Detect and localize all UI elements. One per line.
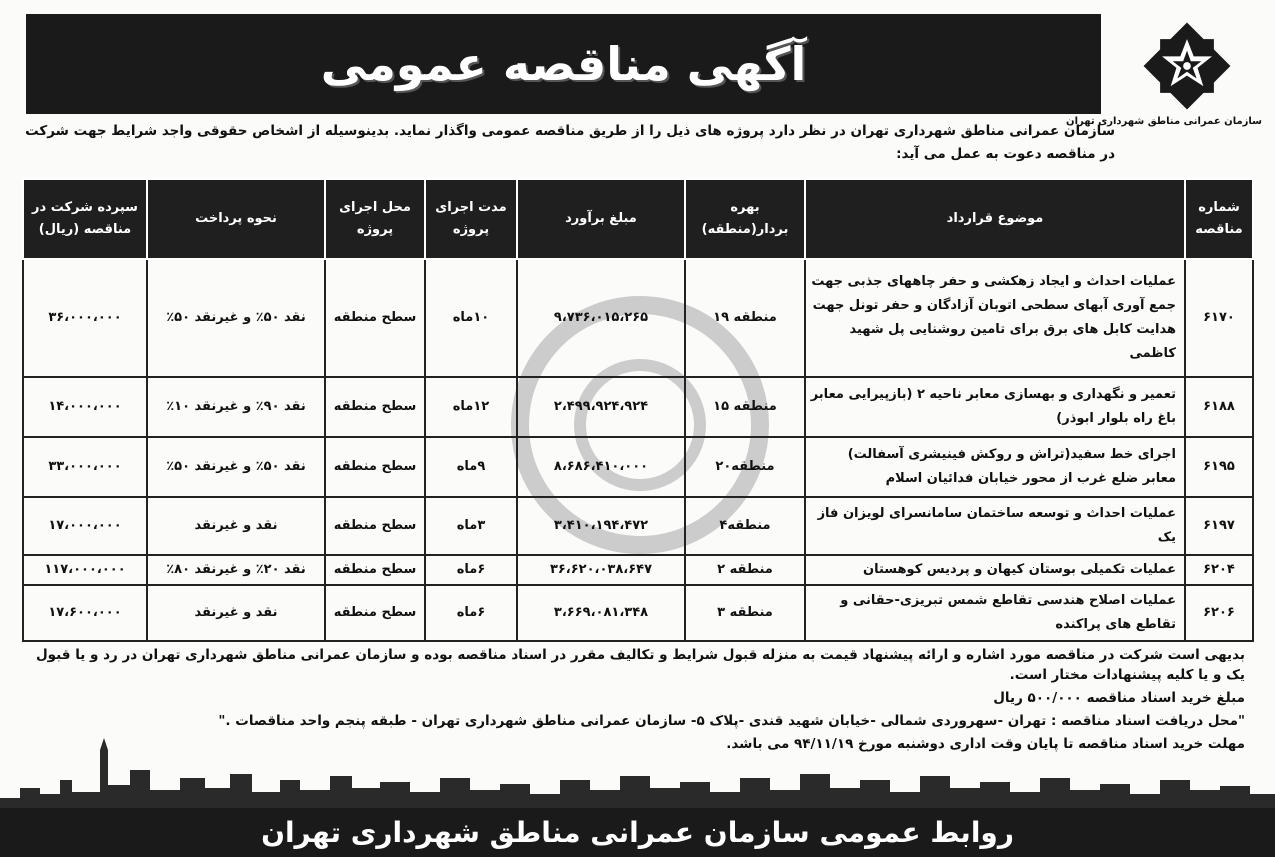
- cell-duration: ۶ماه: [425, 555, 517, 585]
- table-row: [23, 377, 1253, 437]
- cell-tender-no: ۶۱۸۸: [1185, 377, 1253, 437]
- table-row: [23, 585, 1253, 641]
- cell-beneficiary: منطقه۲۰: [685, 437, 805, 497]
- note-pickup-address: "محل دریافت اسناد مناقصه : تهران -سهروردی شمالی -خیابان شهید قندی -پلاک ۵- سازمان عمرانی مناطق شهرداری تهران - طبقه پنجم واحد مناقصات .": [218, 713, 1245, 729]
- cell-tender-no: ۶۱۷۰: [1185, 259, 1253, 377]
- tender-table: [22, 178, 1254, 642]
- cell-estimate: ۲،۴۹۹،۹۲۴،۹۲۴: [517, 377, 685, 437]
- title-banner: [26, 14, 1101, 114]
- table-row: [23, 437, 1253, 497]
- logo-caption: سازمان عمرانی مناطق شهرداری تهران: [1066, 116, 1262, 127]
- cell-beneficiary: منطقه ۲: [685, 555, 805, 585]
- page-title: آگهی مناقصه عمومی: [320, 37, 807, 91]
- cell-tender-no: ۶۱۹۵: [1185, 437, 1253, 497]
- cell-deposit: ۱۷،۰۰۰،۰۰۰: [23, 497, 147, 555]
- cell-tender-no: ۶۲۰۴: [1185, 555, 1253, 585]
- cell-duration: ۱۲ماه: [425, 377, 517, 437]
- col-payment: نحوه پرداخت: [147, 179, 325, 259]
- col-estimate: مبلغ برآورد: [517, 179, 685, 259]
- cell-deposit: ۱۴،۰۰۰،۰۰۰: [23, 377, 147, 437]
- cell-duration: ۹ماه: [425, 437, 517, 497]
- cell-location: سطح منطقه: [325, 259, 425, 377]
- cell-tender-no: ۶۲۰۶: [1185, 585, 1253, 641]
- cell-duration: ۳ماه: [425, 497, 517, 555]
- municipality-logo: [1066, 18, 1262, 144]
- footer-text: روابط عمومی سازمان عمرانی مناطق شهرداری تهران: [261, 816, 1014, 849]
- intro-line-2: در مناقصه دعوت به عمل می آید:: [896, 146, 1115, 162]
- cell-estimate: ۳،۴۱۰،۱۹۴،۴۷۲: [517, 497, 685, 555]
- cell-deposit: ۳۶،۰۰۰،۰۰۰: [23, 259, 147, 377]
- cell-payment: نقد و غیرنقد: [147, 585, 325, 641]
- cell-payment: نقد ۹۰٪ و غیرنقد ۱۰٪: [147, 377, 325, 437]
- cell-subject: عملیات احداث و ایجاد زهکشی و حفر چاههای جذبی جهت جمع آوری آبهای سطحی اتوبان آزادگان و حفر تونل جهت هدایت کابل های برق برای تامین روشنایی پل شهید کاظمی: [805, 259, 1185, 377]
- note-deadline: مهلت خرید اسناد مناقصه تا پایان وقت اداری دوشنبه مورخ ۹۴/۱۱/۱۹ می باشد.: [726, 736, 1245, 752]
- cell-subject: تعمیر و نگهداری و بهسازی معابر ناحیه ۲ (بازپیرایی معابر باغ راه بلوار ابوذر): [805, 377, 1185, 437]
- col-beneficiary: بهره بردار(منطقه): [685, 179, 805, 259]
- cell-estimate: ۳۶،۶۲۰،۰۳۸،۶۴۷: [517, 555, 685, 585]
- cell-location: سطح منطقه: [325, 555, 425, 585]
- cell-subject: عملیات اصلاح هندسی تقاطع شمس تبریزی-حقانی و تقاطع های پراکنده: [805, 585, 1185, 641]
- col-duration: مدت اجرای پروژه: [425, 179, 517, 259]
- cell-location: سطح منطقه: [325, 377, 425, 437]
- table-row: [23, 259, 1253, 377]
- cell-payment: نقد ۵۰٪ و غیرنقد ۵۰٪: [147, 259, 325, 377]
- cell-tender-no: ۶۱۹۷: [1185, 497, 1253, 555]
- col-tender-no: شماره مناقصه: [1185, 179, 1253, 259]
- intro-line-1: سازمان عمرانی مناطق شهرداری تهران در نظر دارد پروژه های ذیل را از طریق مناقصه عمومی واگذار نماید. بدینوسیله از اشخاص حقوقی واجد شرایط جهت شرکت: [25, 123, 1115, 139]
- cell-deposit: ۱۷،۶۰۰،۰۰۰: [23, 585, 147, 641]
- intro-text: [25, 120, 1115, 166]
- cell-beneficiary: منطقه ۱۵: [685, 377, 805, 437]
- cell-beneficiary: منطقه ۱۹: [685, 259, 805, 377]
- cell-subject: عملیات احداث و توسعه ساختمان سامانسرای لویزان فاز یک: [805, 497, 1185, 555]
- note-terms: بدیهی است شرکت در مناقصه مورد اشاره و ارائه پیشنهاد قیمت به منزله قبول شرایط و تکالیف مقرر در اسناد مناقصه بوده و سازمان عمرانی مناطق شهرداری تهران در رد و یا قبول یک و یا کلیه پیشنهادات مختار است.: [35, 647, 1245, 683]
- cell-payment: نقد ۵۰٪ و غیرنقد ۵۰٪: [147, 437, 325, 497]
- cell-payment: نقد ۲۰٪ و غیرنقد ۸۰٪: [147, 555, 325, 585]
- table-row: [23, 497, 1253, 555]
- cell-location: سطح منطقه: [325, 437, 425, 497]
- cell-estimate: ۹،۷۳۶،۰۱۵،۲۶۵: [517, 259, 685, 377]
- footer-banner: [0, 808, 1275, 857]
- col-location: محل اجرای پروژه: [325, 179, 425, 259]
- note-document-price: مبلغ خرید اسناد مناقصه ۵۰۰/۰۰۰ ریال: [993, 690, 1245, 706]
- cell-estimate: ۸،۶۸۶،۴۱۰،۰۰۰: [517, 437, 685, 497]
- cell-location: سطح منطقه: [325, 497, 425, 555]
- cell-deposit: ۳۳،۰۰۰،۰۰۰: [23, 437, 147, 497]
- cell-beneficiary: منطقه۴: [685, 497, 805, 555]
- cell-deposit: ۱۱۷،۰۰۰،۰۰۰: [23, 555, 147, 585]
- cell-estimate: ۳،۶۶۹،۰۸۱،۳۴۸: [517, 585, 685, 641]
- col-deposit: سپرده شرکت در مناقصه (ریال): [23, 179, 147, 259]
- cell-duration: ۶ماه: [425, 585, 517, 641]
- col-subject: موضوع قرارداد: [805, 179, 1185, 259]
- cell-duration: ۱۰ماه: [425, 259, 517, 377]
- table-header-row: [23, 179, 1253, 259]
- cell-payment: نقد و غیرنقد: [147, 497, 325, 555]
- cell-location: سطح منطقه: [325, 585, 425, 641]
- cell-subject: عملیات تکمیلی بوستان کیهان و پردیس کوهستان: [805, 555, 1185, 585]
- city-skyline-icon: [0, 730, 1275, 820]
- cell-subject: اجرای خط سفید(تراش و روکش فینیشری آسفالت) معابر ضلع غرب از محور خیابان فدائیان اسلام: [805, 437, 1185, 497]
- table-row: [23, 555, 1253, 585]
- cell-beneficiary: منطقه ۳: [685, 585, 805, 641]
- star-emblem-icon: [1139, 18, 1235, 114]
